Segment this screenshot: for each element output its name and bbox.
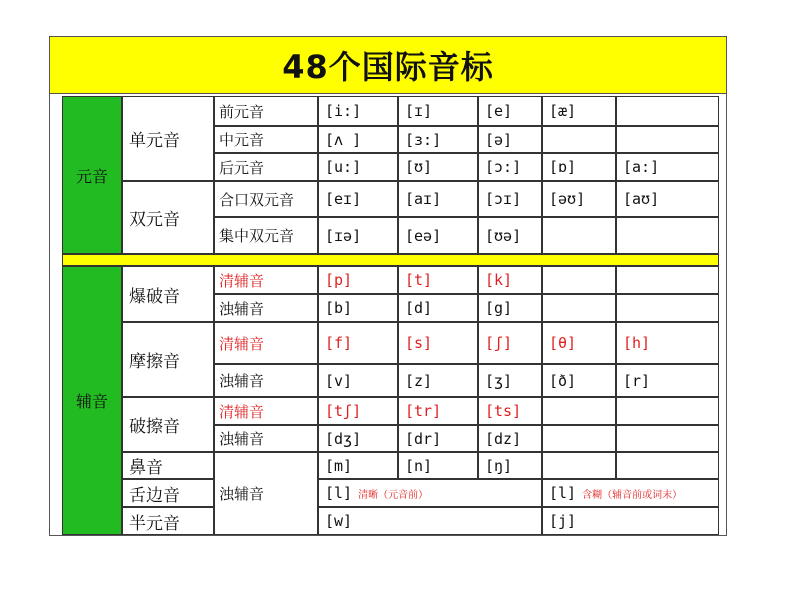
phoneme-cell: [tʃ] [318,397,398,425]
phoneme-cell: [ʊ] [398,153,478,181]
group-diphthongs: 双元音 [122,181,214,254]
phoneme-cell: [ŋ] [478,452,542,479]
phoneme-cell: [v] [318,364,398,397]
phoneme-cell: [a:] [616,153,719,181]
phoneme-cell [542,452,616,479]
phoneme-cell: [j] [542,507,719,535]
category-consonants: 辅音 [62,266,122,535]
phoneme-cell: [f] [318,322,398,364]
category-vowels: 元音 [62,96,122,254]
subcategory-label: 中元音 [214,126,318,153]
subcategory-label: 后元音 [214,153,318,181]
phoneme-cell: [ʊə] [478,217,542,254]
subcategory-label: 清辅音 [214,397,318,425]
subcategory-label: 前元音 [214,96,318,126]
subcategory-label: 浊辅音 [214,425,318,452]
phoneme-cell [542,425,616,452]
phoneme-cell [616,266,719,294]
phoneme-cell: [ɜ:] [398,126,478,153]
subcategory-label: 合口双元音 [214,181,318,217]
group-laterals: 舌边音 [122,479,214,507]
lateral-clear-cell [318,479,542,507]
phoneme-cell: [ð] [542,364,616,397]
group-monophthongs: 单元音 [122,96,214,181]
phoneme-cell: [eə] [398,217,478,254]
phoneme-cell [542,126,616,153]
phoneme-cell: [θ] [542,322,616,364]
voiced-consonant-label: 浊辅音 [214,452,318,535]
phoneme-cell: [dʒ] [318,425,398,452]
phoneme-cell: [ɔɪ] [478,181,542,217]
phoneme-cell: [ɒ] [542,153,616,181]
phoneme-cell [542,217,616,254]
phoneme-cell [616,96,719,126]
subcategory-label: 清辅音 [214,322,318,364]
phoneme-cell: [r] [616,364,719,397]
phoneme-cell: [eɪ] [318,181,398,217]
phoneme-cell: [h] [616,322,719,364]
phoneme-cell: [u:] [318,153,398,181]
phoneme-cell: [tr] [398,397,478,425]
phoneme-cell: [ʒ] [478,364,542,397]
phoneme-cell: [d] [398,294,478,322]
subcategory-label: 清辅音 [214,266,318,294]
phoneme-cell: [ʃ] [478,322,542,364]
section-divider [62,254,719,266]
phoneme-cell: [dr] [398,425,478,452]
phoneme-cell: [s] [398,322,478,364]
phoneme-cell: [ɔ:] [478,153,542,181]
group-fricatives: 摩擦音 [122,322,214,397]
phoneme-cell [542,266,616,294]
group-affricates: 破擦音 [122,397,214,452]
lateral-symbol: [l] [549,484,577,502]
page-title: 48个国际音标 [50,37,726,94]
subcategory-label: 浊辅音 [214,364,318,397]
group-semivowels: 半元音 [122,507,214,535]
phoneme-cell [616,126,719,153]
phoneme-cell [542,294,616,322]
phoneme-cell [616,294,719,322]
phoneme-cell: [t] [398,266,478,294]
lateral-note: 清晰（元音前） [358,489,429,501]
lateral-dark-cell [542,479,719,507]
phoneme-cell: [ə] [478,126,542,153]
phoneme-cell: [b] [318,294,398,322]
phoneme-cell: [i:] [318,96,398,126]
group-plosives: 爆破音 [122,266,214,322]
lateral-symbol: [l] [325,484,353,502]
subcategory-label: 集中双元音 [214,217,318,254]
phoneme-cell [542,397,616,425]
phoneme-cell: [əʊ] [542,181,616,217]
phoneme-cell: [ts] [478,397,542,425]
phoneme-cell: [w] [318,507,542,535]
phoneme-cell [616,217,719,254]
phoneme-cell: [m] [318,452,398,479]
phoneme-cell [616,397,719,425]
phoneme-cell: [ɪə] [318,217,398,254]
phoneme-cell [616,452,719,479]
phoneme-cell: [p] [318,266,398,294]
phoneme-cell: [e] [478,96,542,126]
lateral-note: 含糊（辅音前或词末） [582,489,683,501]
subcategory-label: 浊辅音 [214,294,318,322]
group-nasals: 鼻音 [122,452,214,479]
phoneme-cell: [ɪ] [398,96,478,126]
phoneme-cell: [dz] [478,425,542,452]
phoneme-cell: [æ] [542,96,616,126]
phoneme-cell: [aɪ] [398,181,478,217]
phoneme-cell: [z] [398,364,478,397]
phoneme-cell: [g] [478,294,542,322]
phoneme-cell: [aʊ] [616,181,719,217]
phoneme-cell: [n] [398,452,478,479]
phoneme-cell: [ʌ ] [318,126,398,153]
phoneme-cell [616,425,719,452]
phoneme-cell: [k] [478,266,542,294]
